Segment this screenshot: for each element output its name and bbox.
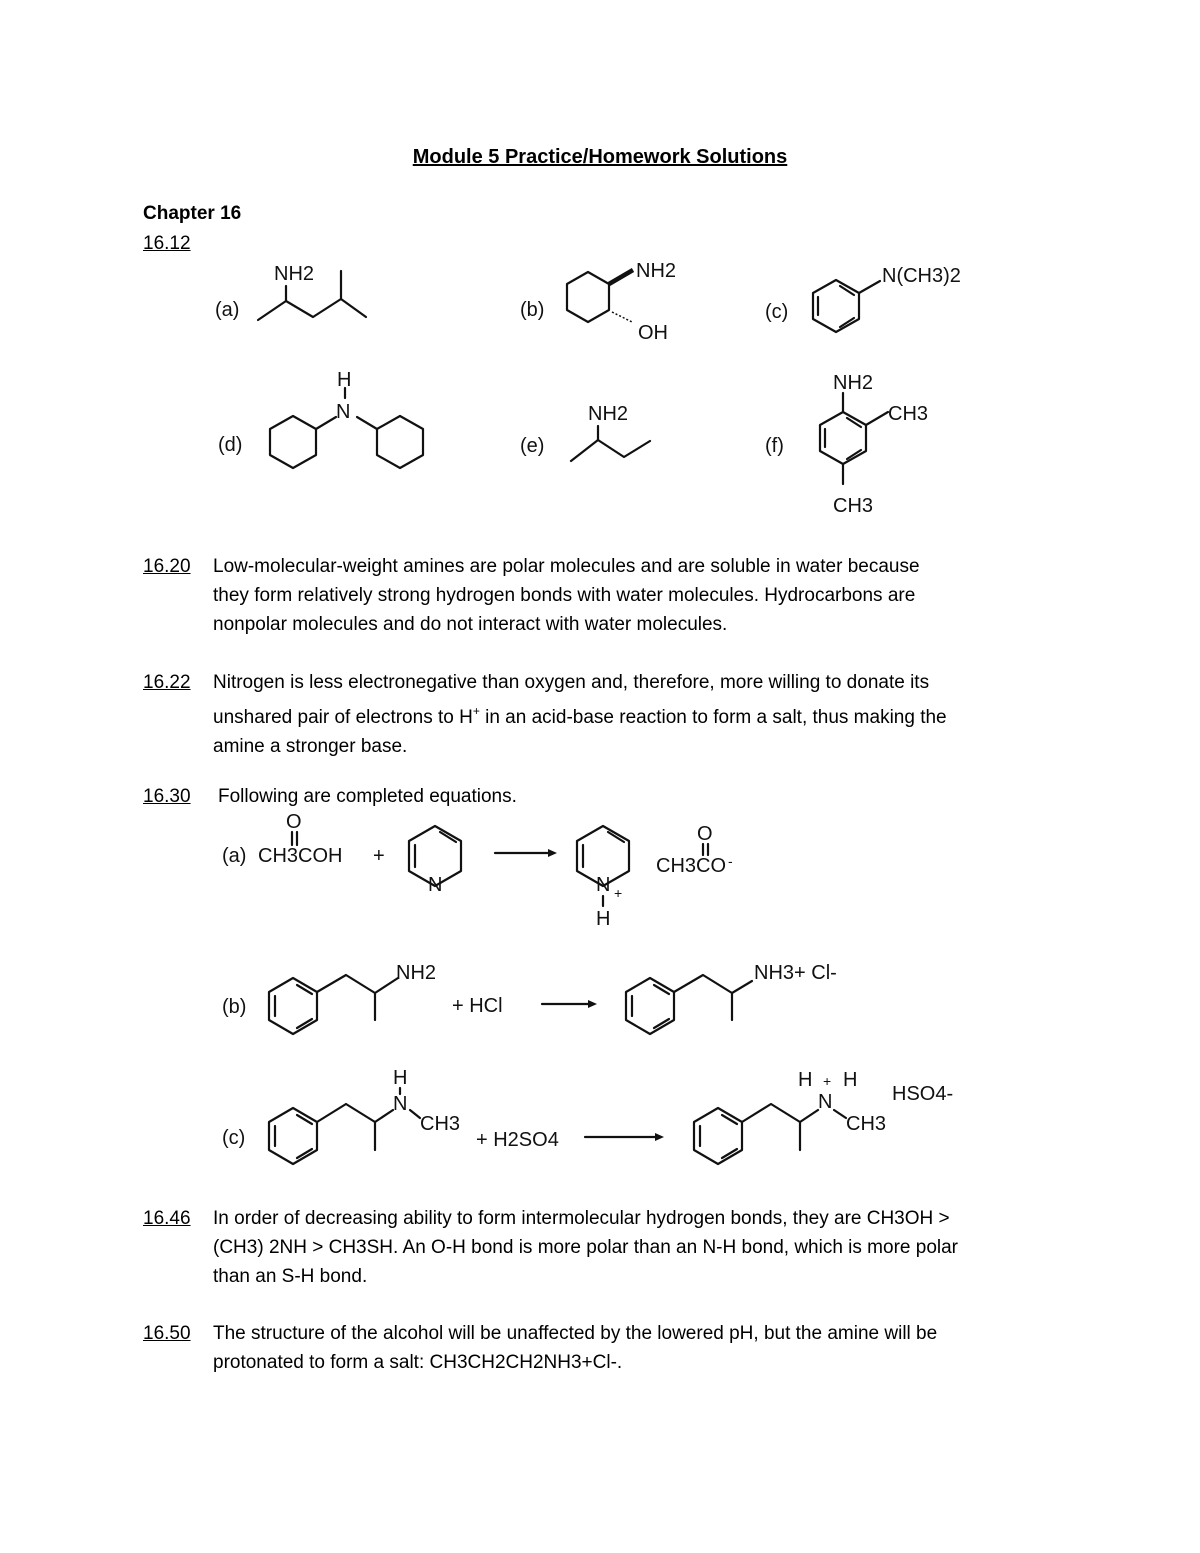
eq-c-benzene [269,1108,317,1164]
answer-16-50 [213,1319,1093,1377]
label-e: (e) [520,435,545,457]
answer-16-46-line: In order of decreasing ability to form intermolecular hydrogen bonds, they are CH3OH > [213,1208,950,1229]
arrow-head-c [655,1133,664,1141]
question-number-16-12: 16.12 [143,233,191,254]
answer-16-22-line: amine a stronger base. [213,736,408,757]
eq-c-reagent: + H2SO4 [476,1129,559,1151]
eq-a-anion-oxygen: O [697,823,713,845]
eq-c-product-charge: + [823,1073,832,1089]
structure-d-h: H [337,369,352,391]
eq-b-reagent: + HCl [452,995,503,1017]
label-c: (c) [765,301,789,323]
arrow-head-a [548,849,557,857]
label-b: (b) [520,299,545,321]
structure-e-nh2: NH2 [588,403,629,425]
answer-16-46-line: than an S-H bond. [213,1266,368,1287]
eq-c-product-benzene [694,1108,742,1164]
eq-c-label: (c) [222,1127,246,1149]
eq-a-pyridine-n: N [428,874,443,896]
label-f: (f) [765,435,784,457]
eq-a-oxygen: O [286,811,302,833]
answer-16-22-text: in an acid-base reaction to form a salt, thus making the [479,707,947,728]
eq-b-label: (b) [222,996,247,1018]
answer-16-46-line: (CH3) 2NH > CH3SH. An O-H bond is more polar than an N-H bond, which is more polar [213,1237,958,1258]
eq-b-product: NH3+ Cl- [754,962,837,984]
superscript-plus: + [472,704,480,718]
question-number-16-20: 16.20 [143,556,191,577]
eq-a-anion-charge: - [728,853,733,869]
eq-a-anion: CH3CO [656,855,727,877]
structure-b-oh: OH [638,322,668,344]
answer-16-20-line: they form relatively strong hydrogen bonds with water molecules. Hydrocarbons are [213,585,916,606]
eq-a-acid: CH3COH [258,845,343,867]
eq-b-product-benzene [626,978,674,1034]
answer-16-50-line: protonated to form a salt: CH3CH2CH2NH3+Cl-. [213,1352,623,1373]
answer-16-22-text: unshared pair of electrons to H [213,707,473,728]
eq-c-n: N [393,1093,408,1115]
eq-a-charge: + [614,885,623,901]
document-title: Module 5 Practice/Homework Solutions [412,146,788,168]
chapter-heading: Chapter 16 [143,203,242,224]
answer-16-46 [213,1204,1093,1291]
answer-16-30-intro: Following are completed equations. [218,786,517,807]
structure-f-ch3-top: CH3 [888,403,929,425]
eq-c-h: H [393,1067,408,1089]
structure-a-nh2: NH2 [274,263,315,285]
arrow-head-b [588,1000,597,1008]
eq-c-product-anion: HSO4- [892,1083,954,1105]
structure-d-n: N [336,401,351,423]
structure-f-ch3-bottom: CH3 [833,495,874,517]
question-number-16-46: 16.46 [143,1208,191,1229]
eq-b-nh2: NH2 [396,962,437,984]
eq-c-product-n: N [818,1091,833,1113]
label-a: (a) [215,299,240,321]
eq-c-product-ch3: CH3 [846,1113,887,1135]
eq-a-plus: + [373,845,385,867]
eq-a-pyridinium-n: N [596,874,611,896]
structure-f-nh2: NH2 [833,372,874,394]
eq-b-benzene [269,978,317,1034]
question-number-16-50: 16.50 [143,1323,191,1344]
structure-b-nh2: NH2 [636,260,677,282]
answer-16-20-line: nonpolar molecules and do not interact with water molecules. [213,614,728,635]
answer-16-22-line: Nitrogen is less electronegative than oxygen and, therefore, more willing to donate its [213,672,930,693]
answer-16-50-line: The structure of the alcohol will be unaffected by the lowered pH, but the amine will be [213,1323,938,1344]
eq-a-h: H [596,908,611,930]
eq-a-label: (a) [222,845,247,867]
label-d: (d) [218,434,243,456]
question-number-16-22: 16.22 [143,672,191,693]
eq-c-ch3: CH3 [420,1113,461,1135]
eq-c-product-h-left: H [798,1069,813,1091]
answer-16-20-line: Low-molecular-weight amines are polar molecules and are soluble in water because [213,556,920,577]
question-number-16-30: 16.30 [143,786,191,807]
structure-c-nme2: N(CH3)2 [882,265,961,287]
eq-c-product-h-right: H [843,1069,858,1091]
